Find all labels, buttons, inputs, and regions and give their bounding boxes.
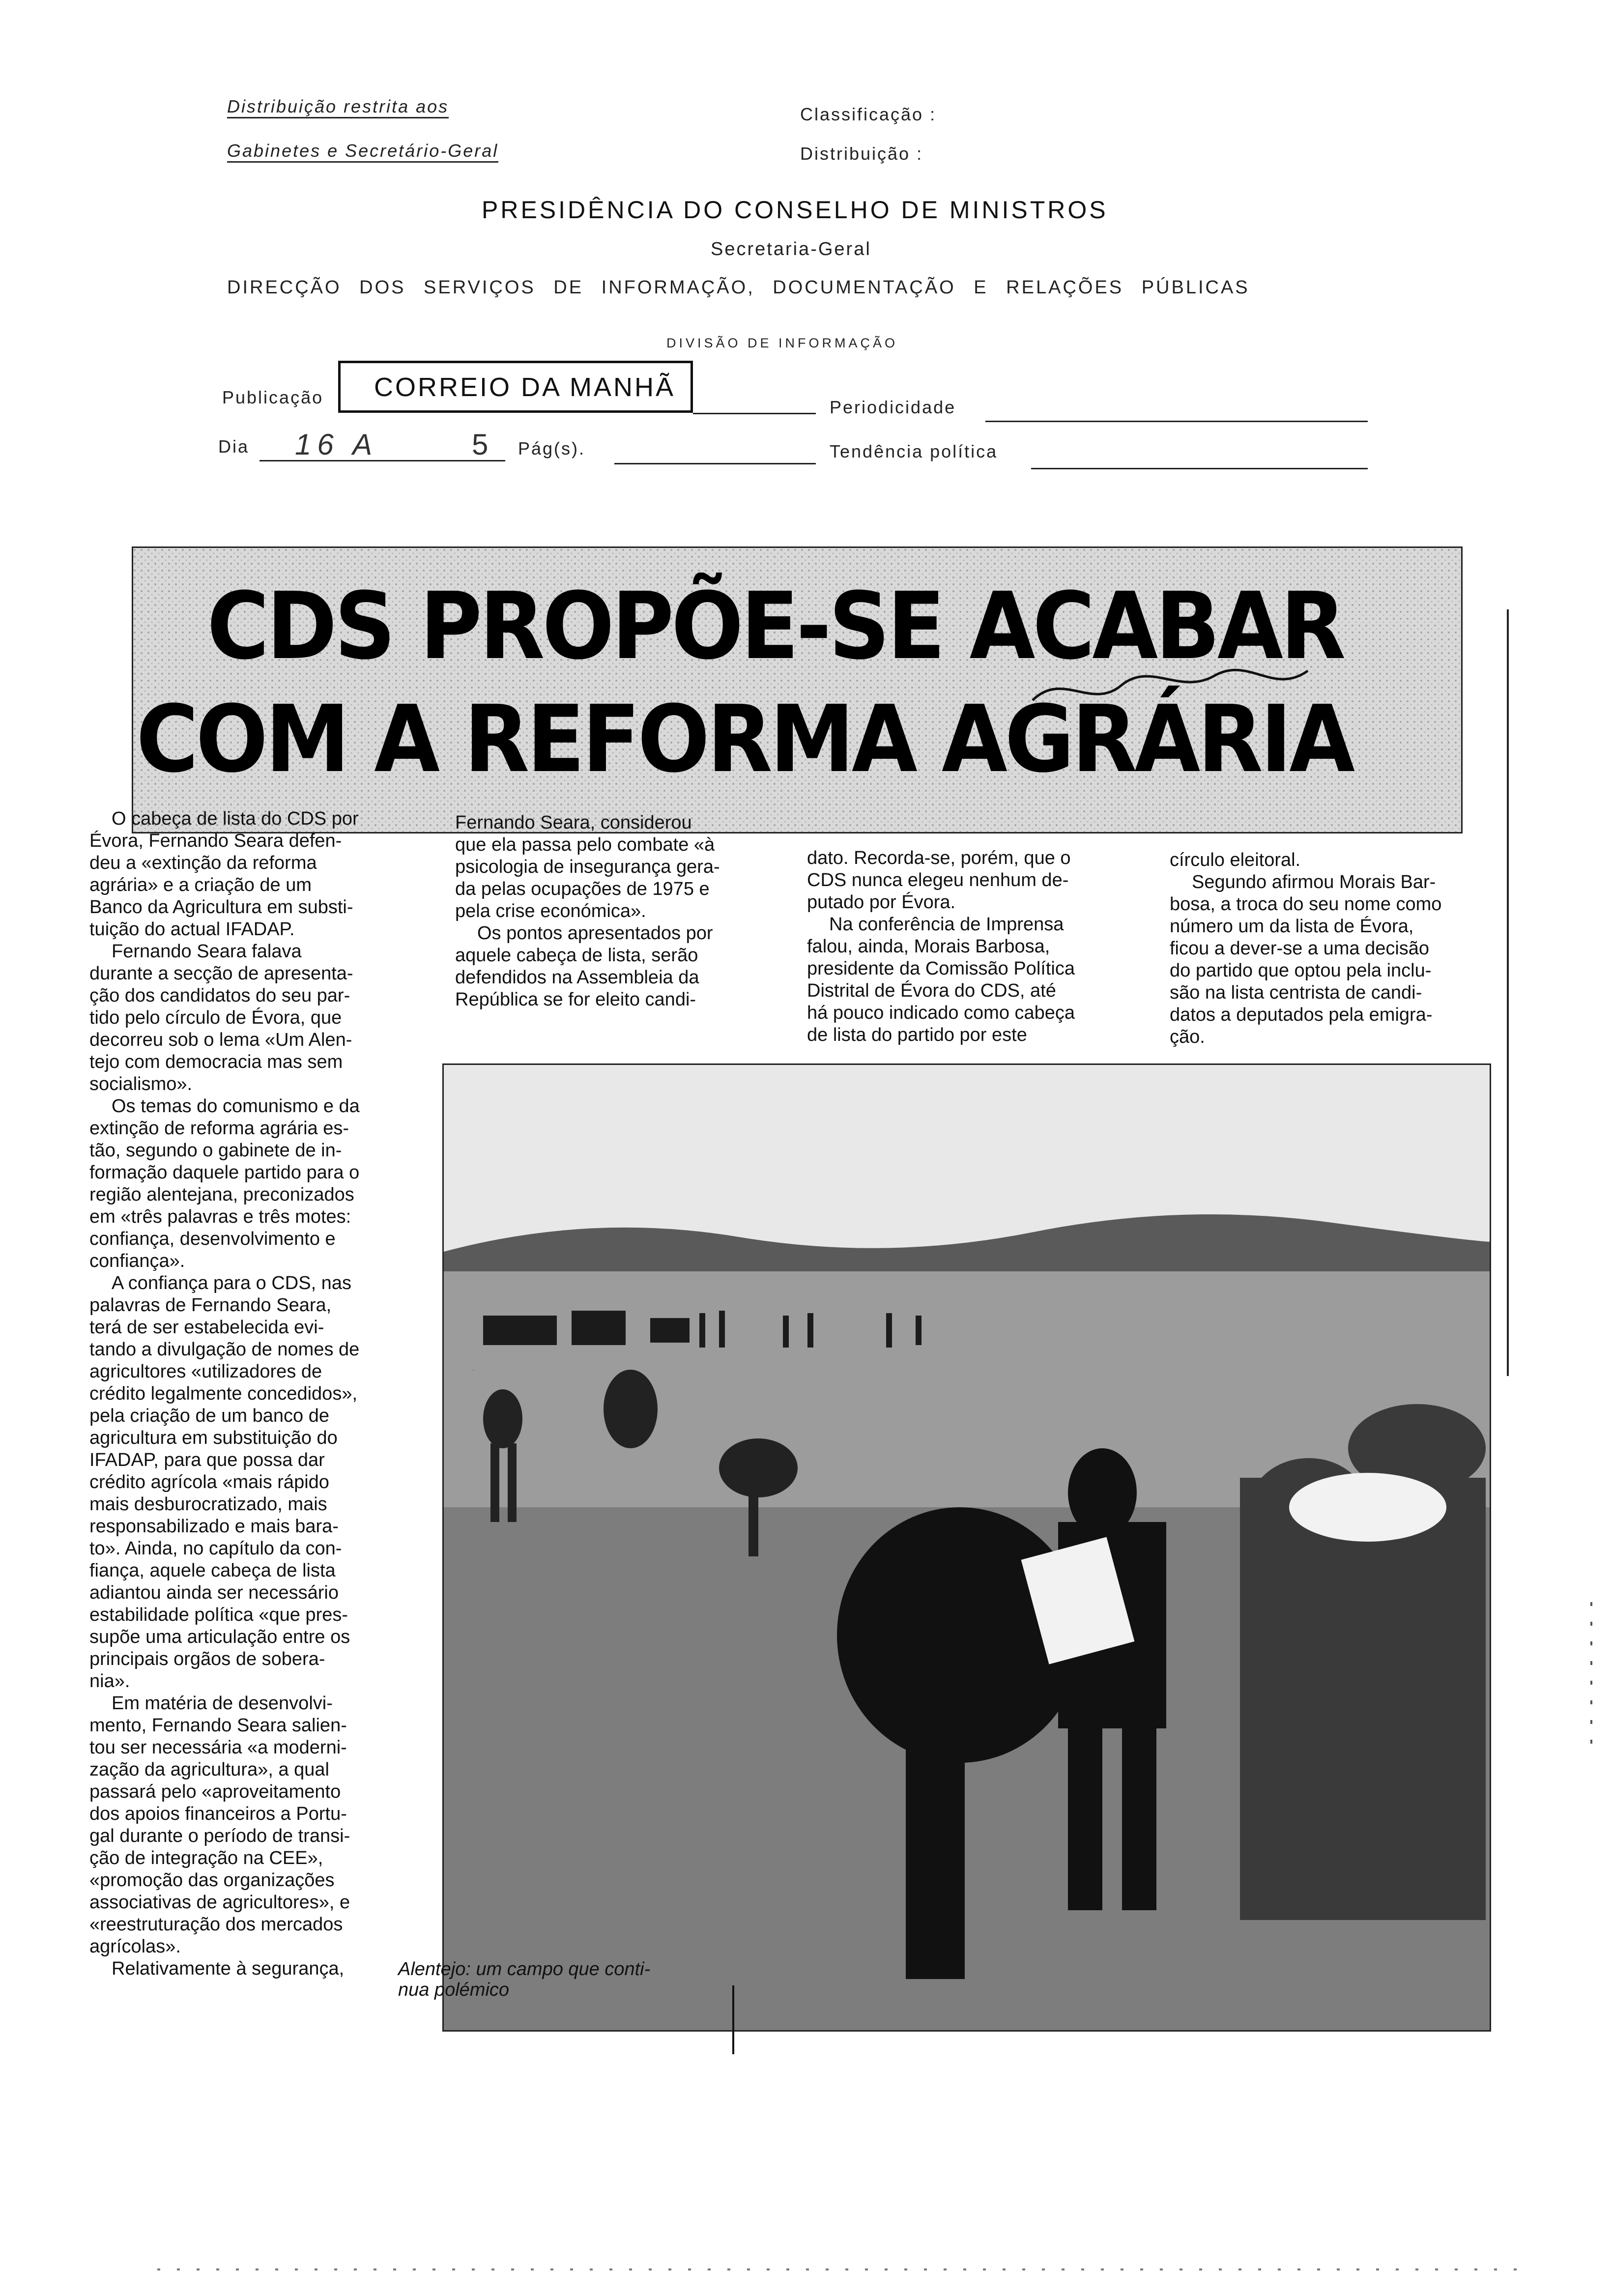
article-line: Segundo afirmou Morais Bar- xyxy=(1192,872,1436,892)
article-line: região alentejana, preconizados xyxy=(89,1184,354,1205)
article-line: agricultura em substituição do xyxy=(89,1428,338,1448)
article-line: supõe uma articulação entre os xyxy=(89,1627,350,1647)
article-line: adiantou ainda ser necessário xyxy=(89,1582,339,1603)
article-line: tido pelo círculo de Évora, que xyxy=(89,1007,342,1028)
article-line: Os temas do comunismo e da xyxy=(112,1096,360,1117)
article-line: decorreu sob o lema «Um Alen- xyxy=(89,1030,352,1050)
pages-fill-line xyxy=(614,463,816,464)
headline-line-2: COM A REFORMA AGRÁRIA xyxy=(136,686,1353,793)
restriction-line-1: Distribuição restrita aos xyxy=(227,96,449,118)
publication-stamp-box xyxy=(338,361,693,413)
article-column-2 xyxy=(455,812,720,1011)
photo-caption-line-1: Alentejo: um campo que conti- xyxy=(398,1959,651,1980)
article-line: aquele cabeça de lista, serão xyxy=(455,945,698,966)
article-line: palavras de Fernando Seara, xyxy=(89,1295,332,1316)
political-fill-line xyxy=(1031,468,1368,469)
article-line: Évora, Fernando Seara defen- xyxy=(89,831,342,851)
article-line: pela crise económica». xyxy=(455,901,646,921)
article-line: responsabilizado e mais bara- xyxy=(89,1516,339,1537)
article-line: fiança, aquele cabeça de lista xyxy=(89,1560,336,1581)
article-line: psicologia de insegurança gera- xyxy=(455,857,720,877)
clipping-edge-rule xyxy=(1507,609,1509,1376)
ministry-title: PRESIDÊNCIA DO CONSELHO DE MINISTROS xyxy=(482,196,1108,224)
article-line: CDS nunca elegeu nenhum de- xyxy=(807,870,1069,890)
article-line: gal durante o período de transi- xyxy=(89,1826,350,1846)
article-line: Os pontos apresentados por xyxy=(477,923,713,944)
article-line: tando a divulgação de nomes de xyxy=(89,1339,360,1360)
article-line: falou, ainda, Morais Barbosa, xyxy=(807,936,1050,957)
day-label: Dia xyxy=(218,436,250,457)
article-line: principais orgãos de sobera- xyxy=(89,1649,325,1669)
article-line: ção. xyxy=(1170,1027,1205,1047)
article-line: agrícolas». xyxy=(89,1936,181,1957)
article-line: socialismo». xyxy=(89,1074,193,1094)
article-line: nia». xyxy=(89,1671,130,1692)
headline-banner xyxy=(132,546,1463,833)
article-line: ção dos candidatos do seu par- xyxy=(89,985,350,1006)
secretariat: Secretaria-Geral xyxy=(711,239,871,259)
article-line: da pelas ocupações de 1975 e xyxy=(455,879,710,899)
article-column-1 xyxy=(89,808,360,1980)
article-line: crédito legalmente concedidos», xyxy=(89,1383,358,1404)
distribution-label: Distribuição : xyxy=(800,144,923,164)
article-line: crédito agrícola «mais rápido xyxy=(89,1472,329,1492)
publication-fill-line xyxy=(693,413,816,414)
caption-rule xyxy=(732,1985,734,2054)
article-line: agricultores «utilizadores de xyxy=(89,1361,322,1382)
article-line: bosa, a troca do seu nome como xyxy=(1170,894,1442,915)
day-value-tail: 5 xyxy=(472,428,489,461)
article-line: tão, segundo o gabinete de in- xyxy=(89,1140,342,1161)
article-line: pela criação de um banco de xyxy=(89,1406,329,1426)
article-line: estabilidade política «que pres- xyxy=(89,1605,348,1625)
publication-label: Publicação xyxy=(222,387,324,407)
article-line: tejo com democracia mas sem xyxy=(89,1052,343,1072)
article-line: durante a secção de apresenta- xyxy=(89,963,353,984)
article-line: Na conferência de Imprensa xyxy=(829,914,1064,935)
periodicity-fill-line xyxy=(985,421,1368,422)
article-line: são na lista centrista de candi- xyxy=(1170,982,1422,1003)
article-line: extinção de reforma agrária es- xyxy=(89,1118,349,1139)
news-photo xyxy=(442,1063,1491,2032)
article-line: que ela passa pelo combate «à xyxy=(455,834,715,855)
photo-caption-line-2: nua polémico xyxy=(398,1980,510,2000)
scan-margin-marks xyxy=(1590,1602,1592,1750)
article-line: A confiança para o CDS, nas xyxy=(112,1273,351,1293)
article-line: tou ser necessária «a moderni- xyxy=(89,1737,347,1758)
article-column-3 xyxy=(807,847,1075,1046)
article-line: presidente da Comissão Política xyxy=(807,958,1075,979)
field-workers-photo xyxy=(444,1065,1491,2032)
article-line: em «três palavras e três motes: xyxy=(89,1206,351,1227)
article-line: círculo eleitoral. xyxy=(1170,850,1301,870)
article-line: IFADAP, para que possa dar xyxy=(89,1450,325,1470)
photo-caption xyxy=(398,1959,650,2000)
article-line: ficou a dever-se a uma decisão xyxy=(1170,938,1430,959)
article-line: passará pelo «aproveitamento xyxy=(89,1781,341,1802)
article-line: dos apoios financeiros a Portu- xyxy=(89,1804,347,1824)
article-line: Fernando Seara falava xyxy=(112,941,302,962)
article-line: defendidos na Assembleia da xyxy=(455,967,699,988)
article-line: mento, Fernando Seara salien- xyxy=(89,1715,347,1736)
article-line: associativas de agricultores», e xyxy=(89,1892,350,1913)
article-line: República se for eleito candi- xyxy=(455,989,696,1010)
pages-label: Pág(s). xyxy=(518,438,586,459)
article-line: do partido que optou pela inclu- xyxy=(1170,960,1432,981)
headline-line-1: CDS PROPÕE-SE ACABAR xyxy=(207,573,1344,680)
article-line: agrária» e a criação de um xyxy=(89,875,312,895)
article-line: Em matéria de desenvolvi- xyxy=(112,1693,333,1714)
article-line: Distrital de Évora do CDS, até xyxy=(807,980,1056,1001)
political-label: Tendência política xyxy=(830,441,998,461)
article-line: deu a «extinção da reforma xyxy=(89,853,317,873)
article-line: putado por Évora. xyxy=(807,892,956,913)
article-line: tuição do actual IFADAP. xyxy=(89,919,295,940)
scan-bottom-marks xyxy=(157,2268,1533,2270)
restriction-line-2: Gabinetes e Secretário-Geral xyxy=(227,141,498,163)
publication-value: CORREIO DA MANHÃ xyxy=(374,373,676,402)
article-line: mais desburocratizado, mais xyxy=(89,1494,327,1515)
article-line: Fernando Seara, considerou xyxy=(455,812,692,833)
article-line: há pouco indicado como cabeça xyxy=(807,1003,1075,1023)
article-line: to». Ainda, no capítulo da con- xyxy=(89,1538,342,1559)
article-line: datos a deputados pela emigra- xyxy=(1170,1004,1433,1025)
article-line: zação da agricultura», a qual xyxy=(89,1759,329,1780)
directorate: DIRECÇÃO DOS SERVIÇOS DE INFORMAÇÃO, DOCUMENTAÇÃO E RELAÇÕES PÚBLICAS xyxy=(227,277,1250,298)
article-line: número um da lista de Évora, xyxy=(1170,916,1414,937)
periodicity-label: Periodicidade xyxy=(830,397,956,417)
day-value: 16 A xyxy=(295,428,378,461)
article-line: terá de ser estabelecida evi- xyxy=(89,1317,324,1338)
article-line: O cabeça de lista do CDS por xyxy=(112,808,359,829)
article-line: confiança, desenvolvimento e xyxy=(89,1229,336,1249)
article-column-4 xyxy=(1170,849,1441,1048)
article-line: Banco da Agricultura em substi- xyxy=(89,897,353,918)
article-line: confiança». xyxy=(89,1251,185,1271)
classification-label: Classificação : xyxy=(800,104,937,124)
article-line: de lista do partido por este xyxy=(807,1025,1027,1045)
article-line: «promoção das organizações xyxy=(89,1870,335,1891)
division: DIVISÃO DE INFORMAÇÃO xyxy=(666,336,898,350)
article-line: «reestruturação dos mercados xyxy=(89,1914,343,1935)
article-line: dato. Recorda-se, porém, que o xyxy=(807,848,1071,868)
article-line: Relativamente à segurança, xyxy=(112,1958,345,1979)
article-line: formação daquele partido para o xyxy=(89,1162,360,1183)
article-line: ção de integração na CEE», xyxy=(89,1848,323,1868)
